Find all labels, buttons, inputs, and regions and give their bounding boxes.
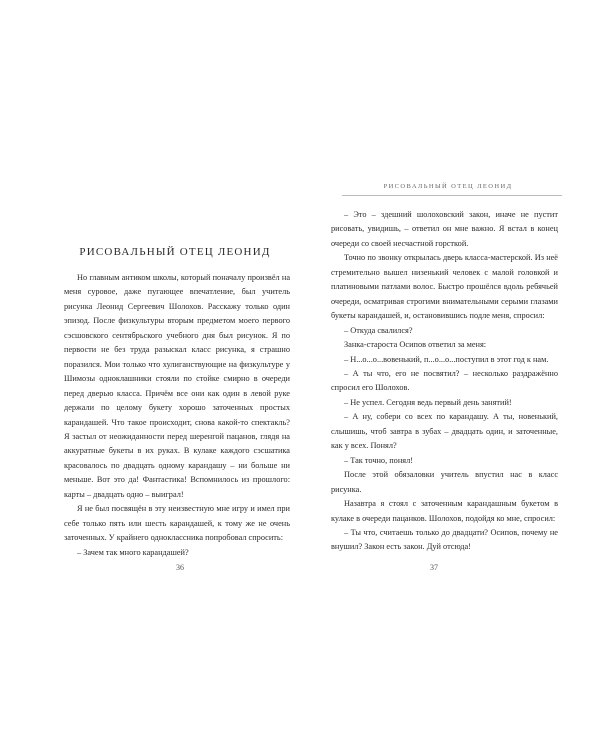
- left-page-body: [64, 271, 290, 560]
- paragraph: Занка-староста Осипов ответил за меня:: [344, 340, 487, 350]
- page-number-right: 37: [430, 563, 438, 572]
- right-page-body: [331, 208, 558, 555]
- paragraph: – Не успел. Сегодня ведь первый день занятий!: [344, 397, 512, 407]
- paragraph: Назавтра я стоял с заточенным карандашным букетом в кулаке в очереди пацанков. Шолохов, подойдя ко мне, спросил:: [331, 499, 558, 523]
- paragraph: – Зачем так много карандашей?: [77, 547, 189, 557]
- paragraph: – А ну, собери со всех по карандашу. А ты, новенький, слышишь, чтоб завтра в зубах – двадцать один, и заточенные, как у всех. Понял?: [331, 412, 558, 451]
- paragraph: Но главным антиком школы, который поначалу произвёл на меня суровое, даже пугающее впечатление, был учитель рисунка Леонид Сергеевич Шолохов. Расскажу только один эпизод. После физкультуры вторым предметом моего первого сэсшовского сентябрьского учебного дня был рисунок. Я по первости не без труда разыскал класс рисунка, я страшно поразился. Мои только что хулиганствующие на физкультуре у Шимозы одноклашники стояли по стойке смирно в очереди перед дверью класса. Причём все они как один в левой руке держали по целому букету хорошо заточенных простых карандашей. Что такое происходит, снова какой-то спектакль? Я застыл от неожиданности перед шеренгой пацанов, глядя на аккуратные букеты в их руках. В кулаке каждого сэсшатика красовалось по двадцать одному карандашу – ни больше ни меньше. Вот это да! Фантастика! Вспомнилось из прошлого: карты – двадцать одно – выиграл!: [64, 273, 290, 499]
- paragraph: – Откуда свалился?: [344, 325, 413, 335]
- paragraph: – А ты что, его не посвятил? – несколько раздражённо спросил его Шолохов.: [331, 368, 558, 393]
- paragraph: Я не был посвящён в эту неизвестную мне игру и имел при себе только пять или шесть карандашей, к тому же не очень заточенных. У крайнего одноклассника попробовал спросить:: [64, 504, 290, 543]
- paragraph: – Ты что, считаешь только до двадцати? Осипов, почему не внушил? Закон есть закон. Дуй отсюда!: [331, 527, 558, 552]
- paragraph: – Это – здешний шолоховский закон, иначе не пустит рисовать, увидишь, – ответил он мне важно. Я встал в конец очереди со своей несчастной горсткой.: [331, 210, 558, 248]
- running-header: РИСОВАЛЬНЫЙ ОТЕЦ ЛЕОНИД: [383, 183, 513, 190]
- page-number-left: 36: [176, 563, 184, 572]
- paragraph: Точно по звонку открылась дверь класса-мастерской. Из неё стремительно вышел низенький человек с малой головкой и платиновыми патлами волос. Быстро прошёлся вдоль ребячьей очереди, осматривая строгими внимательными серыми глазами букеты карандашей, и, остановившись подле меня, спросил:: [331, 253, 558, 321]
- paragraph: После этой обязаловки учитель впустил нас в класс рисунка.: [331, 470, 558, 494]
- header-rule: [342, 195, 562, 196]
- paragraph: – Н...о...о...вовенький, п...о...о...поступил в этот год к нам.: [344, 354, 549, 364]
- paragraph: – Так точно, понял!: [344, 455, 413, 465]
- chapter-title: РИСОВАЛЬНЫЙ ОТЕЦ ЛЕОНИД: [79, 246, 271, 258]
